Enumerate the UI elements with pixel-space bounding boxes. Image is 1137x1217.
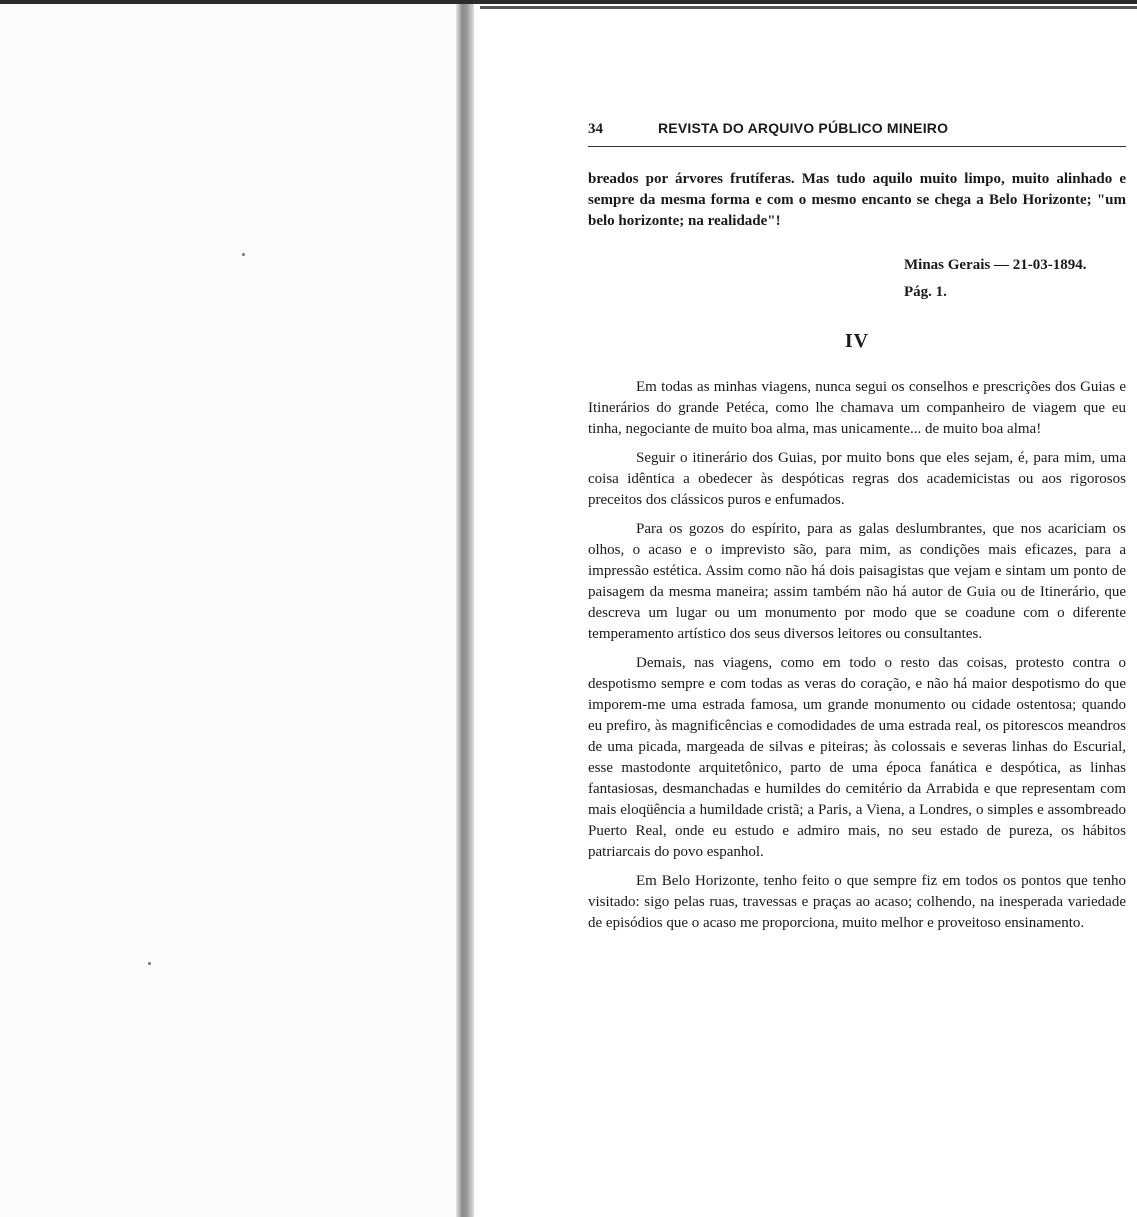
paper-speck xyxy=(148,962,151,965)
body-paragraph: Em todas as minhas viagens, nunca segui os conselhos e prescrições dos Guias e Itinerários do grande Petéca, como lhe chamava um companheiro de viagem que eu tinha, negociante de muito boa alma, mas unicamente... de muito boa alma! xyxy=(588,379,1126,437)
printed-page xyxy=(588,120,1126,934)
body-paragraph: Demais, nas viagens, como em todo o resto das coisas, protesto contra o despotismo sempre e com todas as veras do coração, e não há maior despotismo do que imporem-me uma estrada famosa, um grande monumento ou cidade ostentosa; quando eu prefiro, às magnificências e comodidades de uma estrada real, os pitorescos meandros de uma picada, margeada de silvas e piteiras; às colossais e severas linhas do Escurial, esse mastodonte arquitetônico, parto de uma época fanática e despótica, as linhas fantasiosas, desmanchadas e humildes do cemitério da Arrabida e que representam com mais eloqüência a humildade cristã; a Paris, a Viena, a Londres, o simples e assombreado Puerto Real, onde eu estudo e admiro mais, no seu estado de pureza, os hábitos patriarcais do povo espanhol. xyxy=(588,655,1126,860)
continuation-paragraph: breados por árvores frutíferas. Mas tudo aquilo muito limpo, muito alinhado e sempre da mesma forma e com o mesmo encanto se chega a Belo Horizonte; "um belo horizonte; na realidade"! xyxy=(588,171,1126,229)
page-header xyxy=(588,120,1126,147)
source-citation xyxy=(904,252,1126,306)
top-edge-shadow-right xyxy=(480,6,1137,9)
citation-page: Pág. 1. xyxy=(904,284,947,300)
section-heading: IV xyxy=(844,330,870,352)
page-number: 34 xyxy=(588,121,603,137)
paper-speck xyxy=(242,253,245,256)
body-paragraph: Em Belo Horizonte, tenho feito o que sempre fiz em todos os pontos que tenho visitado: sigo pelas ruas, travessas e praças ao acaso; colhendo, na inesperada variedade de episódios que o acaso me proporciona, muito melhor e proveitoso ensinamento. xyxy=(588,873,1126,931)
body-paragraph: Seguir o itinerário dos Guias, por muito bons que eles sejam, é, para mim, uma coisa idêntica a obedecer às despóticas regras dos academicistas ou aos rigorosos preceitos dos clássicos puros e enfumados. xyxy=(588,450,1126,508)
blank-facing-page xyxy=(0,4,458,1217)
running-title: REVISTA DO ARQUIVO PÚBLICO MINEIRO xyxy=(658,120,949,136)
body-paragraph: Para os gozos do espírito, para as galas deslumbrantes, que nos acariciam os olhos, o acaso e o imprevisto são, para mim, as condições mais eficazes, para a impressão estética. Assim como não há dois paisagistas que vejam e sintam um ponto de paisagem da mesma maneira; assim também não há autor de Guia ou de Itinerário, que descreva um lugar ou um monumento por modo que se coadune com o diferente temperamento artístico dos seus diversos leitores ou consultantes. xyxy=(588,521,1126,642)
book-gutter xyxy=(456,4,474,1217)
citation-source-date: Minas Gerais — 21-03-1894. xyxy=(904,257,1087,273)
